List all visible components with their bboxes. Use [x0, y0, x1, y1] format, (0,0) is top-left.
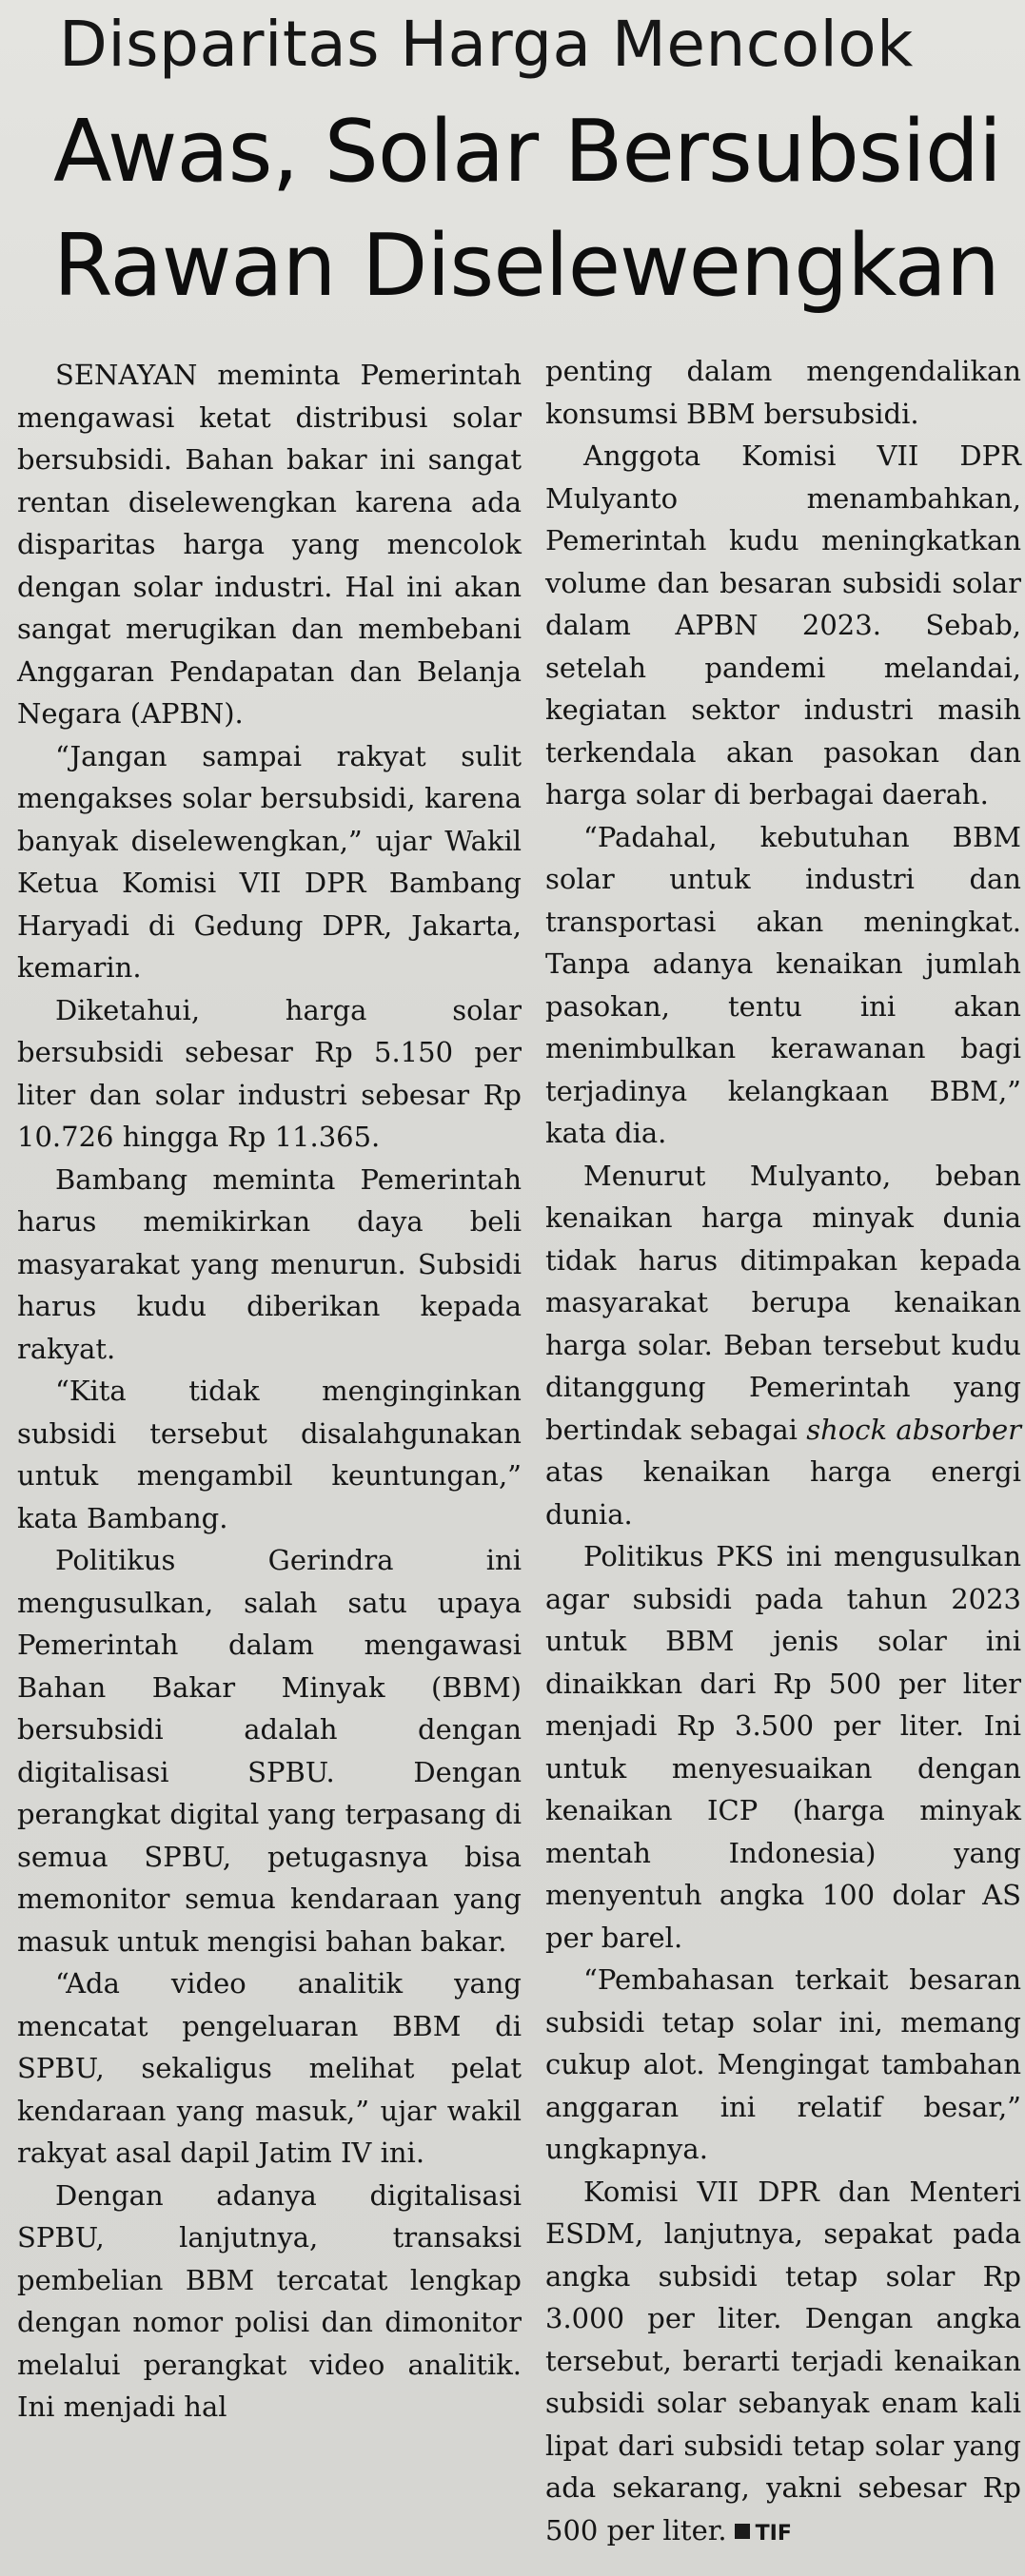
article-headline: [53, 95, 1019, 323]
body-paragraph: Politikus PKS ini mengusulkan agar subsidi pada tahun 2023 untuk BBM jenis solar ini dinaikkan dari Rp 500 per liter menjadi Rp 3.500 per liter. Ini untuk menyesuaikan dengan kenaikan ICP (harga minyak mentah Indonesia) yang menyentuh angka 100 dolar AS per barel.: [545, 1540, 1021, 1954]
body-paragraph: “Ada video analitik yang mencatat pengeluaran BBM di SPBU, sekaligus melihat pelat kendaraan yang masuk,” ujar wakil rakyat asal dapil Jatim IV ini.: [17, 1967, 522, 2169]
body-paragraph: “Pembahasan terkait besaran subsidi tetap solar ini, memang cukup alot. Mengingat tambahan anggaran ini relatif besar,” ungkapnya.: [545, 1963, 1021, 2165]
body-paragraph-continued: penting dalam mengendalikan konsumsi BBM bersubsidi.: [545, 355, 1021, 430]
body-paragraph: Anggota Komisi VII DPR Mulyanto menambahkan, Pemerintah kudu meningkatkan volume dan besaran subsidi solar dalam APBN 2023. Sebab, setelah pandemi melandai, kegiatan sektor industri masih terkendala akan pasokan dan harga solar di berbagai daerah.: [545, 439, 1021, 810]
author-signature: TIF: [755, 2521, 792, 2546]
body-text: Menurut Mulyanto, beban kenaikan harga minyak dunia tidak harus ditimpakan kepada masyarakat berupa kenaikan harga solar. Beban tersebut kudu ditanggung Pemerintah yang bertindak sebagai: [545, 1159, 1021, 1446]
body-paragraph: “Jangan sampai rakyat sulit mengakses solar bersubsidi, karena banyak diselewengkan,” ujar Wakil Ketua Komisi VII DPR Bambang Haryadi di Gedung DPR, Jakarta, kemarin.: [17, 739, 522, 984]
body-paragraph: Politikus Gerindra ini mengusulkan, salah satu upaya Pemerintah dalam mengawasi Bahan Bakar Minyak (BBM) bersubsidi adalah dengan digitalisasi SPBU. Dengan perangkat digital yang terpasang di semua SPBU, petugasnya bisa memonitor semua kendaraan yang masuk untuk mengisi bahan bakar.: [17, 1544, 522, 1958]
body-paragraph: “Kita tidak menginginkan subsidi tersebut disalahgunakan untuk mengambil keuntungan,” kata Bambang.: [17, 1375, 522, 1534]
end-mark-square-icon: [735, 2524, 750, 2539]
body-paragraph: Dengan adanya digitalisasi SPBU, lanjutnya, transaksi pembelian BBM tercatat lengkap dengan nomor polisi dan dimonitor melalui perangkat video analitik. Ini menjadi hal: [17, 2178, 522, 2423]
body-paragraph: SENAYAN meminta Pemerintah mengawasi ketat distribusi solar bersubsidi. Bahan bakar ini sangat rentan diselewengkan karena ada disparitas harga yang mencolok dengan solar industri. Hal ini akan sangat merugikan dan membebani Anggaran Pendapatan dan Belanja Negara (APBN).: [17, 359, 522, 730]
body-paragraph: [545, 1155, 1021, 1536]
body-paragraph: Diketahui, harga solar bersubsidi sebesar Rp 5.150 per liter dan solar industri sebesar Rp 10.726 hingga Rp 11.365.: [17, 993, 522, 1153]
body-paragraph: [545, 2171, 1021, 2556]
body-text: atas kenaikan harga energi dunia.: [545, 1455, 1021, 1531]
article-column-left: [17, 354, 522, 2561]
body-paragraph: Bambang meminta Pemerintah harus memikirkan daya beli masyarakat yang menurun. Subsidi harus kudu diberikan kepada rakyat.: [17, 1162, 522, 1365]
article-kicker: Disparitas Harga Mencolok: [59, 8, 914, 81]
italic-term: shock absorber: [806, 1413, 1022, 1446]
headline-line-1: Awas, Solar Bersubsidi: [53, 102, 1001, 202]
article-column-right: [545, 350, 1021, 2557]
body-paragraph: “Padahal, kebutuhan BBM solar untuk industri dan transportasi akan meningkat. Tanpa adanya kenaikan jumlah pasokan, tentu ini akan menimbulkan kerawanan bagi terjadinya kelangkaan BBM,” kata dia.: [545, 820, 1021, 1149]
headline-line-2: Rawan Diselewengkan: [53, 216, 999, 316]
body-text: Komisi VII DPR dan Menteri ESDM, lanjutnya, sepakat pada angka subsidi tetap solar Rp 3.000 per liter. Dengan angka tersebut, berarti terjadi kenaikan subsidi solar sebanyak enam kali lipat dari subsidi tetap solar yang ada sekarang, yakni sebesar Rp 500 per liter.: [545, 2175, 1021, 2547]
